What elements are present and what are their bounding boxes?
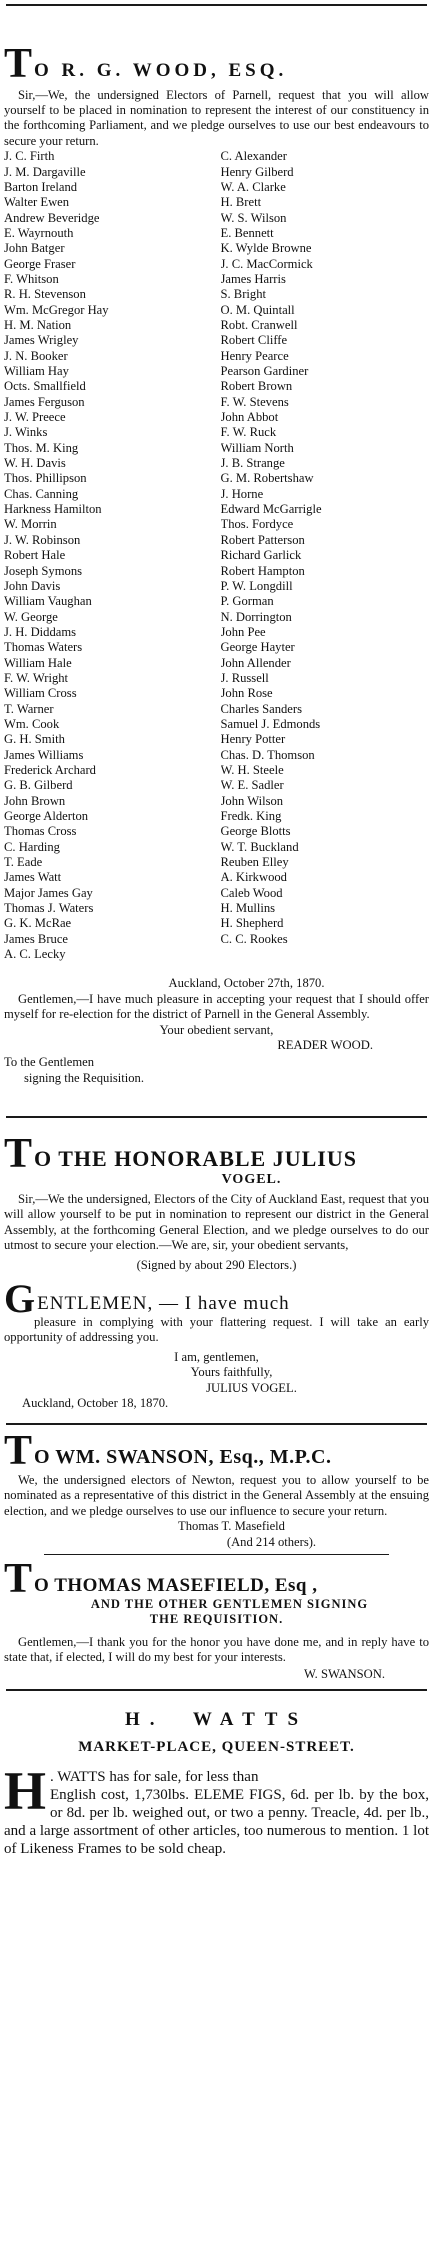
signatory-name: William Hay (4, 364, 69, 379)
signatory-name: J. N. Booker (4, 348, 68, 363)
vogel-date: Auckland, October 18, 1870. (22, 1395, 169, 1410)
signatory-name: F. W. Wright (4, 670, 69, 685)
signatory-name: W. George (4, 609, 58, 624)
signatory-name: Frederick Archard (4, 762, 96, 777)
signatory-name: John Allender (220, 655, 291, 670)
wood-signatories (4, 149, 429, 962)
wood-reply-closing: Your obedient servant, (159, 1022, 274, 1037)
signatory-name: James Harris (220, 271, 286, 286)
signatory-name: Henry Pearce (220, 348, 289, 363)
signatory-name: Richard Garlick (220, 548, 302, 563)
signatory-name: T. Eade (4, 855, 43, 870)
signatory-name: T. Warner (4, 701, 54, 716)
signatory-name: W. E. Sadler (220, 778, 284, 793)
signatory-name: W. S. Wilson (220, 210, 287, 225)
swanson-heading-initial: T (4, 1435, 33, 1469)
vogel-requisition-ad (4, 1138, 429, 1411)
signatory-name: J. Horne (220, 486, 264, 501)
signatory-name: Robert Patterson (220, 532, 305, 547)
vogel-requisition-text: Sir,—We the undersigned, Electors of the City of Auckland East, request that you will allow yourself to be put in nomination to represent our district in the General Assembly, at the forthcoming General Election, and we pledge ourselves to do our utmost to secure your election.—We are, sir, your obedient servants, (4, 1191, 429, 1253)
signatory-name: George Hayter (220, 640, 295, 655)
newspaper-column (0, 4, 435, 2256)
signatory-name: P. Gorman (220, 594, 274, 609)
signatory-name: George Fraser (4, 256, 76, 271)
vogel-reply (4, 1283, 429, 1411)
signatory-name: Wm. McGregor Hay (4, 302, 109, 317)
signatory-name: Walter Ewen (4, 195, 70, 210)
signatory-name: Henry Gilberd (220, 164, 294, 179)
signatory-name: C. Harding (4, 839, 60, 854)
masefield-heading-line-3: THE REQUISITION. (149, 1611, 284, 1626)
signatory-name: Thomas J. Waters (4, 901, 94, 916)
vogel-reply-lead: ENTLEMEN, — I have much (37, 1292, 290, 1314)
signatory-name: James Ferguson (4, 394, 85, 409)
watts-body (4, 1760, 429, 1858)
swanson-signatory: Thomas T. Masefield (178, 1519, 285, 1534)
signatory-name: Robert Cliffe (220, 333, 288, 348)
signatory-name: William Vaughan (4, 594, 92, 609)
signatory-name: George Alderton (4, 809, 89, 823)
column-rule (6, 1689, 427, 1691)
column-rule (6, 1116, 427, 1118)
signatory-name: John Pee (220, 624, 266, 639)
wood-reply-date: Auckland, October 27th, 1870. (168, 976, 325, 991)
masefield-heading-text: O THOMAS MASEFIELD, Esq , (34, 1574, 318, 1596)
vogel-heading-initial: T (4, 1138, 33, 1172)
signatory-name: Octs. Smallfield (4, 379, 86, 394)
swanson-requisition-text: We, the undersigned electors of Newton, request you to allow yourself to be nominated as a representative of this district in the General Assembly at the ensuing election, and we pledge ourselves to use our influence to secure your return. (4, 1472, 429, 1518)
signatory-name: John Wilson (220, 793, 284, 808)
vogel-heading (4, 1138, 429, 1172)
signatory-name: K. Wylde Browne (220, 241, 312, 256)
wood-reply (4, 976, 429, 1086)
signatory-name: H. Shepherd (220, 916, 284, 931)
swanson-heading (4, 1435, 429, 1469)
wood-heading-initial: T (4, 48, 33, 82)
swanson-heading-text: O WM. SWANSON, Esq., M.P.C. (34, 1445, 332, 1468)
swanson-requisition-ad (4, 1435, 429, 1550)
signatory-name: Reuben Elley (220, 855, 289, 870)
masefield-reply-signature: W. SWANSON. (303, 1667, 385, 1682)
signatory-name: Pearson Gardiner (220, 364, 309, 379)
signatory-name: R. H. Stevenson (4, 287, 86, 302)
signatory-name: John Abbot (220, 410, 279, 425)
signatory-name: J. C. MacCormick (220, 256, 313, 271)
vogel-reply-initial: G (4, 1282, 36, 1315)
watts-body-lead: . WATTS has for sale, for less than (50, 1768, 259, 1785)
wood-reply-signature: READER WOOD. (277, 1038, 373, 1053)
masefield-heading-line-2: AND THE OTHER GENTLEMEN SIGNING (90, 1596, 369, 1611)
wood-reply-text: Gentlemen,—I have much pleasure in accepting your request that I should offer myself for re-election for the district of Parnell in the General Assembly. (4, 991, 429, 1022)
signatory-name: James Watt (4, 870, 62, 885)
signatory-name: James Wrigley (4, 333, 79, 348)
signatory-name: J. B. Strange (220, 456, 285, 471)
signatory-name: G. K. McRae (4, 916, 72, 931)
signatory-name: Barton Ireland (4, 179, 78, 194)
signatory-name: J. W. Robinson (4, 532, 81, 547)
signatory-name: Major James Gay (4, 885, 93, 900)
signatory-name: Robert Hale (4, 548, 66, 563)
signatory-name: John Batger (4, 241, 65, 256)
signatory-name: W. A. Clarke (220, 179, 286, 194)
signatory-name: Joseph Symons (4, 563, 83, 578)
signatory-name: Edward McGarrigle (220, 502, 322, 517)
vogel-signature: JULIUS VOGEL. (206, 1380, 297, 1395)
signatory-name: J. H. Diddams (4, 624, 77, 639)
signatory-name: James Bruce (4, 931, 68, 946)
masefield-heading (4, 1563, 429, 1597)
vogel-reply-text: pleasure in complying with your flattering request. I will take an early opportunity of addressing you. (4, 1314, 429, 1345)
section-divider (44, 1554, 389, 1555)
signatory-name: W. H. Steele (220, 762, 284, 777)
signatory-name: W. T. Buckland (220, 839, 299, 854)
watts-body-initial: H (4, 1760, 47, 1821)
signatory-name: W. H. Davis (4, 456, 66, 471)
wood-requisition-ad (4, 48, 429, 1086)
signatory-name: C. Alexander (220, 149, 287, 164)
masefield-reply-ad (4, 1563, 429, 1683)
signatories-left-column (4, 149, 213, 962)
signatory-name: William North (220, 440, 294, 455)
signatory-name: George Blotts (220, 824, 291, 839)
signatory-name: J. Russell (220, 670, 269, 685)
signatory-name: John Davis (4, 578, 61, 593)
signatory-name: F. Whitson (4, 271, 59, 286)
signatory-name: E. Wayrnouth (4, 225, 74, 240)
signatory-name: Thomas Cross (4, 824, 77, 839)
signatory-name: James Williams (4, 747, 84, 762)
signatory-name: S. Bright (220, 287, 266, 302)
signatory-name: Chas. D. Thomson (220, 747, 315, 762)
signatory-name: G. M. Robertshaw (220, 471, 314, 486)
vogel-signed-count: (Signed by about 290 Electors.) (136, 1257, 297, 1272)
watts-body-text: English cost, 1,730lbs. ELEME FIGS, 6d. per lb. by the box, or 8d. per lb. weighed out, or two a penny. Treacle, 4d. per lb., and a large assortment of other articles, too numerous to mention. 1 lot of Likeness Frames to be sold cheap. (4, 1786, 429, 1857)
signatory-name: A. C. Lecky (4, 947, 66, 962)
signatory-name: Thos. Phillipson (4, 471, 87, 486)
signatory-name: H. Brett (220, 195, 262, 210)
signatory-name: Robert Hampton (220, 563, 305, 578)
signatory-name: Andrew Beveridge (4, 210, 100, 225)
signatory-name: W. Morrin (4, 517, 57, 532)
column-rule (6, 4, 427, 6)
signatory-name: William Cross (4, 686, 77, 701)
wood-addressee-line-2: signing the Requisition. (24, 1070, 144, 1085)
signatories-right-column (221, 149, 430, 962)
wood-heading (4, 48, 429, 82)
signatory-name: E. Bennett (220, 225, 274, 240)
vogel-closing-2: Yours faithfully, (190, 1365, 273, 1380)
signatory-name: Chas. Canning (4, 486, 79, 501)
vogel-heading-text: O THE HONORABLE JULIUS (34, 1145, 357, 1171)
swanson-signatory-count: (And 214 others). (226, 1534, 317, 1549)
vogel-reply-first-line (4, 1283, 429, 1315)
signatory-name: Wm. Cook (4, 716, 60, 731)
column-rule (6, 1423, 427, 1425)
wood-heading-text: O R. G. WOOD, ESQ. (34, 59, 288, 81)
wood-addressee-line-1: To the Gentlemen (4, 1055, 95, 1070)
watts-subheading: MARKET-PLACE, QUEEN-STREET. (78, 1738, 355, 1755)
wood-requisition-text: Sir,—We, the undersigned Electors of Parnell, request that you will allow yourself to be placed in nomination to represent the interest of our constituency in the forthcoming Parliament, and we pledge ourselves to use our best endeavours to secure your return. (4, 87, 429, 148)
signatory-name: F. W. Stevens (220, 394, 289, 409)
signatory-name: Thos. Fordyce (220, 517, 294, 532)
signatory-name: A. Kirkwood (220, 870, 287, 885)
signatory-name: H. Mullins (220, 901, 276, 916)
signatory-name: J. C. Firth (4, 149, 55, 164)
signatory-name: Caleb Wood (220, 885, 283, 900)
signatory-name: Samuel J. Edmonds (220, 716, 321, 731)
vogel-closing-1: I am, gentlemen, (174, 1349, 259, 1364)
signatory-name: J. M. Dargaville (4, 164, 86, 179)
signatory-name: G. B. Gilberd (4, 778, 73, 793)
signatory-name: Henry Potter (220, 732, 286, 747)
masefield-heading-initial: T (4, 1562, 33, 1597)
watts-ad (4, 1709, 429, 1858)
signatory-name: J. Winks (4, 425, 48, 440)
watts-heading: H. WATTS (124, 1708, 309, 1730)
signatory-name: N. Dorrington (220, 609, 292, 624)
signatory-name: Harkness Hamilton (4, 502, 102, 517)
masefield-reply-text: Gentlemen,—I thank you for the honor you have done me, and in reply have to state that, if elected, I will do my best for your interests. (4, 1634, 429, 1664)
signatory-name: F. W. Ruck (220, 425, 277, 440)
signatory-name: C. C. Rookes (220, 931, 288, 946)
signatory-name: O. M. Quintall (220, 302, 295, 317)
signatory-name: Thomas Waters (4, 640, 83, 655)
signatory-name: Robert Brown (220, 379, 293, 394)
signatory-name: Charles Sanders (220, 701, 302, 716)
signatory-name: J. W. Preece (4, 410, 66, 425)
signatory-name: G. H. Smith (4, 732, 65, 747)
signatory-name: P. W. Longdill (220, 578, 293, 593)
signatory-name: H. M. Nation (4, 318, 72, 332)
signatory-name: Robt. Cranwell (220, 318, 298, 332)
signatory-name: Fredk. King (220, 809, 282, 823)
vogel-heading-line-2: VOGEL. (221, 1171, 282, 1187)
signatory-name: Thos. M. King (4, 440, 79, 455)
signatory-name: John Rose (220, 686, 273, 701)
signatory-name: John Brown (4, 793, 66, 808)
signatory-name: William Hale (4, 655, 72, 670)
